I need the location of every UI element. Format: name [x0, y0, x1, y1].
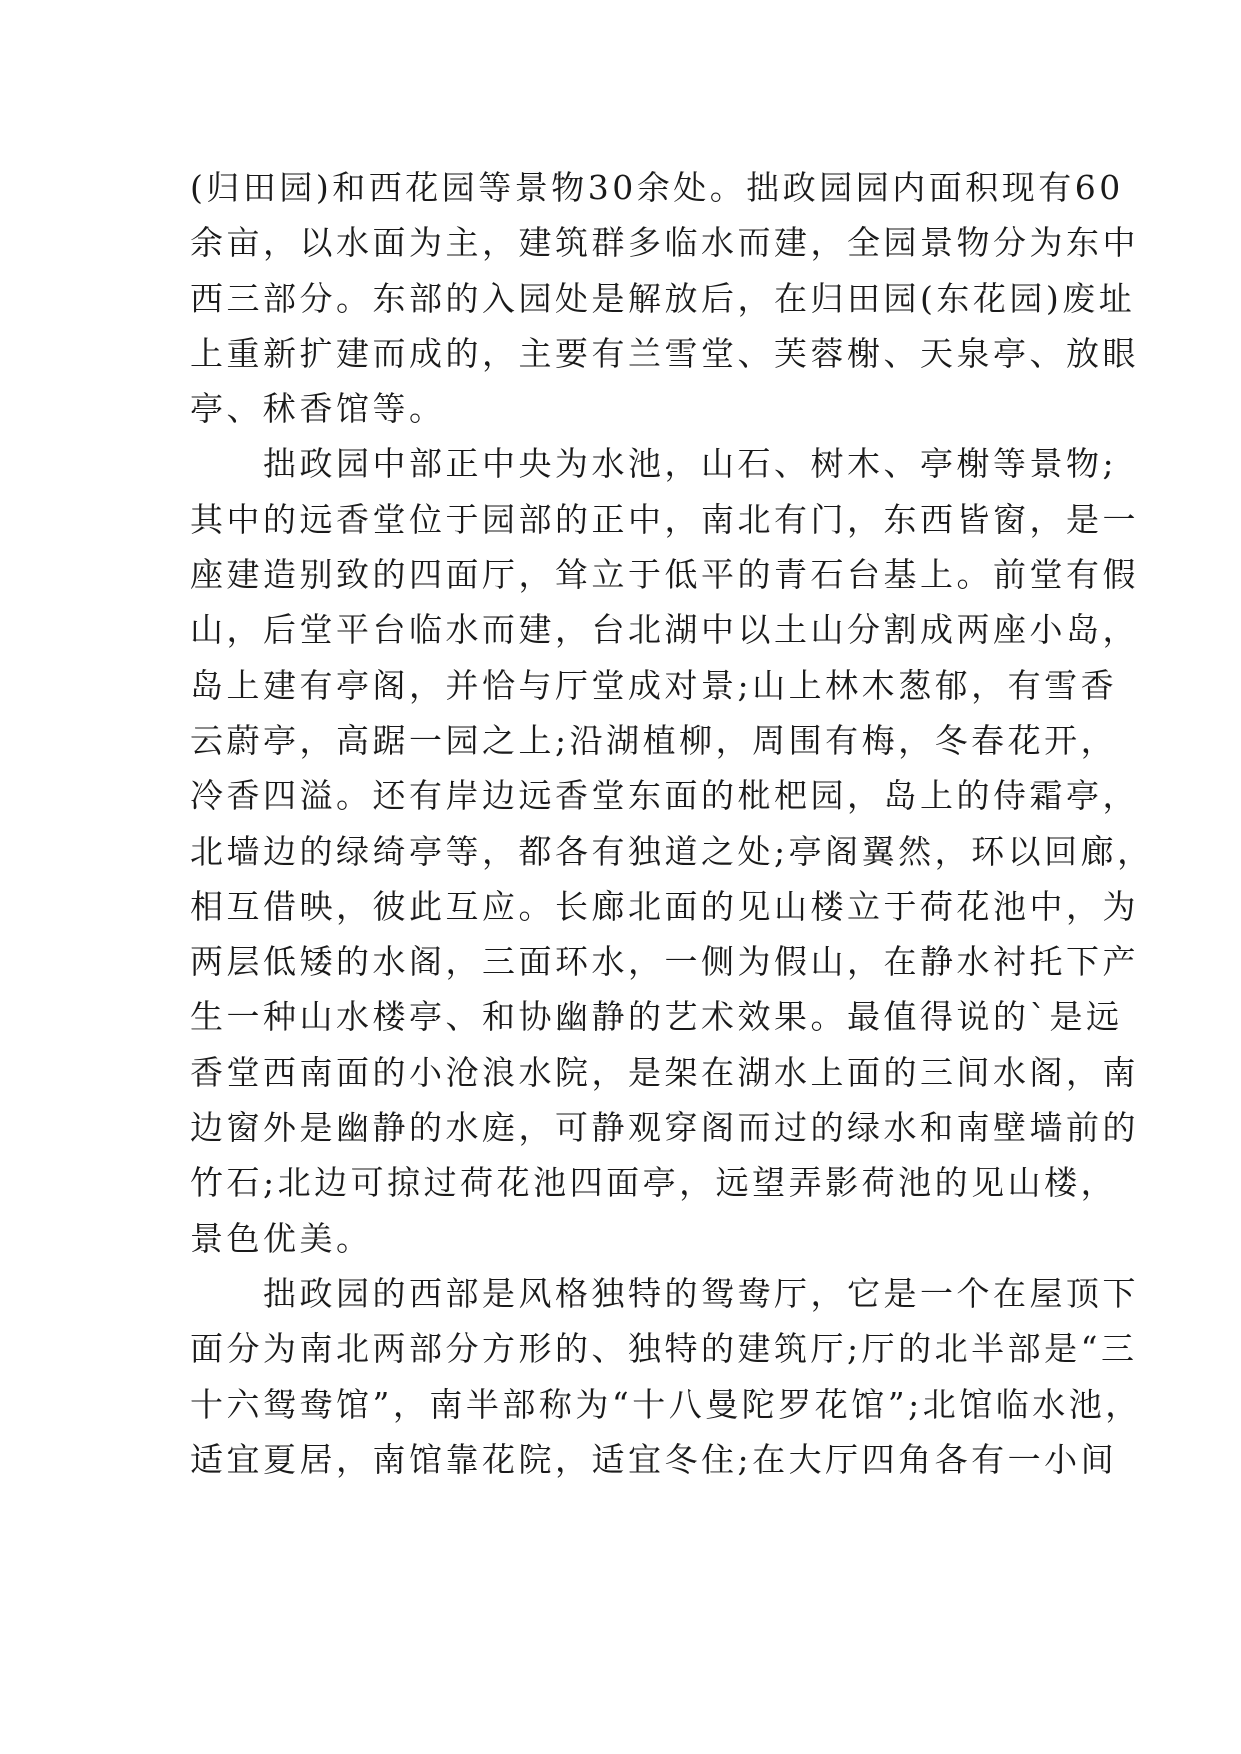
text-line: 相互借映，彼此互应。长廊北面的见山楼立于荷花池中，为: [190, 886, 1139, 926]
text-line: 岛上建有亭阁，并恰与厅堂成对景;山上林木葱郁，有雪香: [190, 665, 1118, 705]
text-line: 边窗外是幽静的水庭，可静观穿阁而过的绿水和南壁墙前的: [190, 1108, 1139, 1148]
text-line: 两层低矮的水阁，三面环水，一侧为假山，在静水衬托下产: [190, 942, 1139, 982]
body-text: [190, 160, 1154, 1487]
text-line: 西三部分。东部的入园处是解放后，在归田园(东花园)废址: [190, 278, 1136, 318]
text-line: 北墙边的绿绮亭等，都各有独道之处;亭阁翼然，环以回廊，: [190, 831, 1154, 871]
text-line: 竹石;北边可掠过荷花池四面亭，远望弄影荷池的见山楼，: [190, 1163, 1118, 1203]
text-line: 座建造别致的四面厅，耸立于低平的青石台基上。前堂有假: [190, 555, 1139, 595]
text-line: 景色优美。: [190, 1218, 373, 1258]
text-line: 上重新扩建而成的，主要有兰雪堂、芙蓉榭、天泉亭、放眼: [190, 333, 1139, 373]
text-line: 适宜夏居，南馆靠花院，适宜冬住;在大厅四角各有一小间: [190, 1439, 1118, 1479]
text-line: 十六鸳鸯馆”，南半部称为“十八曼陀罗花馆”;北馆临水池，: [190, 1384, 1142, 1424]
text-line: 冷香四溢。还有岸边远香堂东面的枇杷园，岛上的侍霜亭，: [190, 776, 1139, 816]
text-line: (归田园)和西花园等景物30余处。拙政园园内面积现有60: [190, 168, 1124, 207]
text-line: 山，后堂平台临水而建，台北湖中以土山分割成两座小岛，: [190, 610, 1139, 650]
text-line: 其中的远香堂位于园部的正中，南北有门，东西皆窗，是一: [190, 499, 1139, 539]
text-line: 面分为南北两部分方形的、独特的建筑厅;厅的北半部是“三: [190, 1329, 1138, 1369]
text-line: 亭、秫香馆等。: [190, 389, 446, 429]
text-line: 拙政园的西部是风格独特的鸳鸯厅，它是一个在屋顶下: [190, 1273, 1139, 1313]
text-line: 香堂西南面的小沧浪水院，是架在湖水上面的三间水阁，南: [190, 1052, 1139, 1092]
text-line: 生一种山水楼亭、和协幽静的艺术效果。最值得说的`是远: [190, 997, 1123, 1037]
text-line: 余亩，以水面为主，建筑群多临水而建，全园景物分为东中: [190, 223, 1139, 263]
text-line: 云蔚亭，高踞一园之上;沿湖植柳，周围有梅，冬春花开，: [190, 720, 1118, 760]
text-line: 拙政园中部正中央为水池，山石、树木、亭榭等景物;: [190, 444, 1118, 484]
